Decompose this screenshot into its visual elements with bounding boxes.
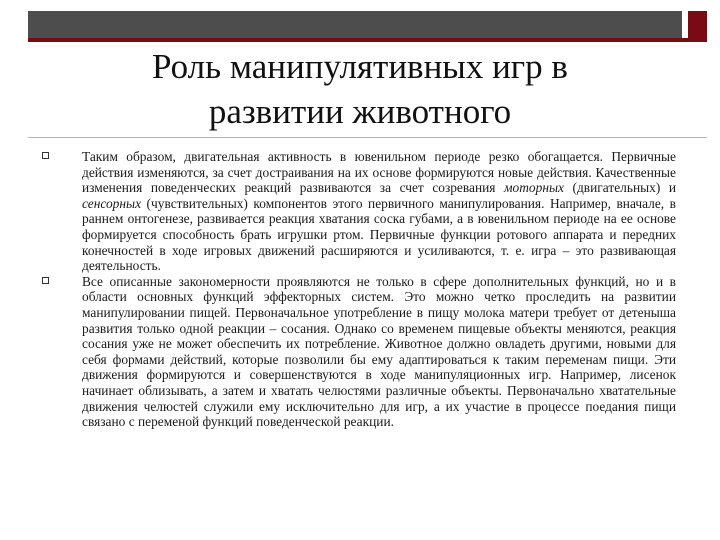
header-rule: [28, 38, 707, 42]
header-accent-square: [688, 11, 707, 38]
title-divider: [28, 137, 707, 138]
bullet-text-2: Все описанные закономерности проявляются не только в сфере дополнительных функций, но и в области основных функций эффекторных систем. Это можно четко проследить на развитии манипулировании пищей. Первоначальное употребление в пищу молока матери требует от детеныша развития только одной реакции – сосания. Однако со временем пищевые объекты меняются, реакция сосания уже не может обеспечить их потребление. Животное должно овладеть другими, новыми для себя формами действий, которые позволили бы ему адаптироваться к таким переменам пищи. Эти движения формируются и совершенствуются в ходе манипуляционных игр. Например, лисенок начинает облизывать, а затем и хватать челюстями различные объекты. Первоначально хватательные движения челюстей служили ему исключительно для игр, а их участие в процессе поедания пищи связано с переменой функций поведенческой реакции.: [82, 273, 676, 430]
hollow-square-bullet-icon: [42, 277, 49, 284]
bullet-item-2: [40, 274, 676, 430]
bullet-item-1: [40, 149, 676, 274]
bullet-list: [40, 149, 676, 430]
hollow-square-bullet-icon: [42, 152, 49, 159]
italic-term-motor: моторных: [504, 180, 564, 196]
italic-term-sensory: сенсорных: [82, 195, 142, 211]
bullet-text-1: Таким образом, двигательная активность в ювенильном периоде резко обогащается. Первичные действия изменяются, за счет достраивания на их основе формируются новые действия. Качественные изменения поведенческих реакций развиваются за счет созревания моторных (двигательных) и сенсорных (чувствительных) компонентов этого первичного манипулирования. Например, вначале, в раннем онтогенезе, развивается реакция хватания соска губами, а в ювенильном периоде на ее основе формируется способность брать игрушки ртом. Первичные функции ротового аппарата и передних конечностей в ходе игровых движений расширяются и усиливаются, т. е. игра – это развивающая деятельность.: [82, 149, 676, 274]
slide-title: Роль манипулятивных игр в развитии животного: [152, 47, 568, 131]
header-bar: [28, 11, 682, 38]
